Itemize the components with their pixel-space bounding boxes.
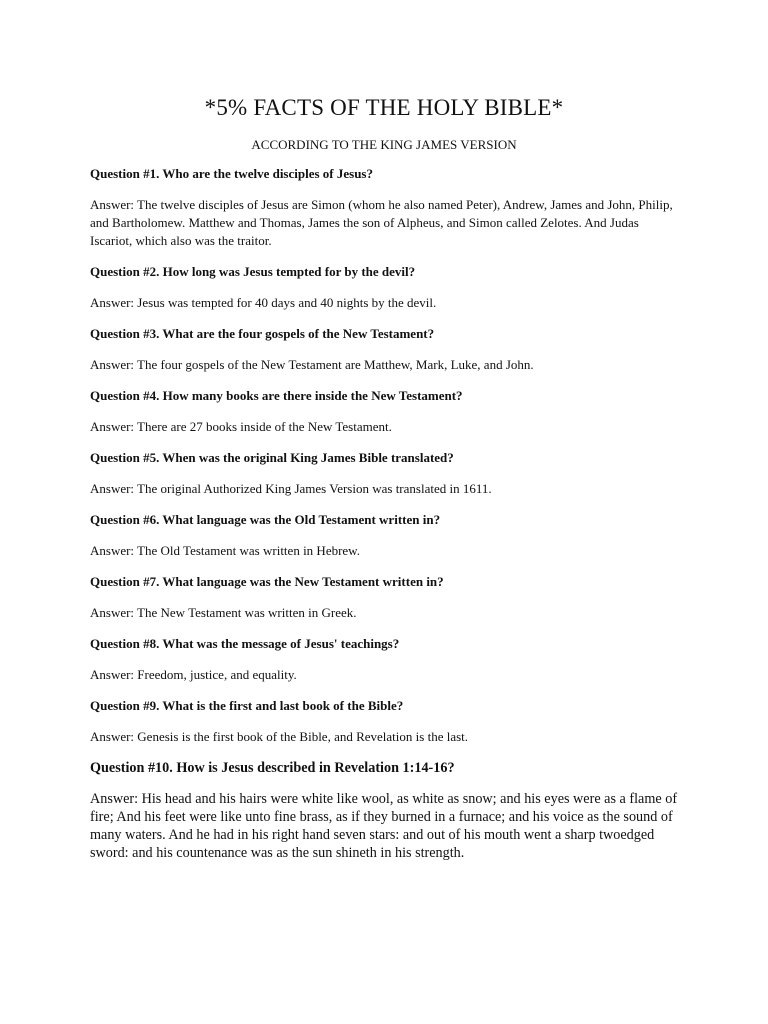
answer-7: Answer: The New Testament was written in Greek.: [90, 605, 357, 620]
question-3: Question #3. What are the four gospels of the New Testament?: [90, 326, 435, 341]
question-7: Question #7. What language was the New Testament written in?: [90, 574, 444, 589]
qa-list: [90, 165, 680, 862]
answer-10: Answer: His head and his hairs were white like wool, as white as snow; and his eyes were as a flame of fire; And his feet were like unto fine brass, as if they burned in a furnace; and his voice as the sound of many waters. And he had in his right hand seven stars: and out of his mouth went a sharp twoedged sword: and his countenance was as the sun shineth in his strength.: [90, 791, 678, 861]
answer-4: Answer: There are 27 books inside of the New Testament.: [90, 419, 392, 434]
question-9: Question #9. What is the first and last book of the Bible?: [90, 698, 404, 713]
question-2: Question #2. How long was Jesus tempted for by the devil?: [90, 264, 416, 279]
answer-5: Answer: The original Authorized King James Version was translated in 1611.: [90, 481, 492, 496]
question-8: Question #8. What was the message of Jesus' teachings?: [90, 636, 400, 651]
answer-3: Answer: The four gospels of the New Testament are Matthew, Mark, Luke, and John.: [90, 357, 534, 372]
answer-9: Answer: Genesis is the first book of the Bible, and Revelation is the last.: [90, 729, 469, 744]
question-6: Question #6. What language was the Old Testament written in?: [90, 512, 441, 527]
question-10: Question #10. How is Jesus described in Revelation 1:14-16?: [90, 760, 455, 776]
question-4: Question #4. How many books are there inside the New Testament?: [90, 388, 463, 403]
answer-8: Answer: Freedom, justice, and equality.: [90, 667, 297, 682]
document-subtitle: ACCORDING TO THE KING JAMES VERSION: [251, 137, 517, 152]
document-title: *5% FACTS OF THE HOLY BIBLE*: [204, 95, 564, 120]
question-5: Question #5. When was the original King James Bible translated?: [90, 450, 454, 465]
question-1: Question #1. Who are the twelve disciples of Jesus?: [90, 166, 373, 181]
answer-2: Answer: Jesus was tempted for 40 days and 40 nights by the devil.: [90, 295, 437, 310]
answer-1: Answer: The twelve disciples of Jesus are Simon (whom he also named Peter), Andrew, James and John, Philip, and Bartholomew. Matthew and Thomas, James the son of Alpheus, and Simon called Zelotes. And Judas Iscariot, which also was the traitor.: [90, 197, 673, 248]
answer-6: Answer: The Old Testament was written in Hebrew.: [90, 543, 360, 558]
